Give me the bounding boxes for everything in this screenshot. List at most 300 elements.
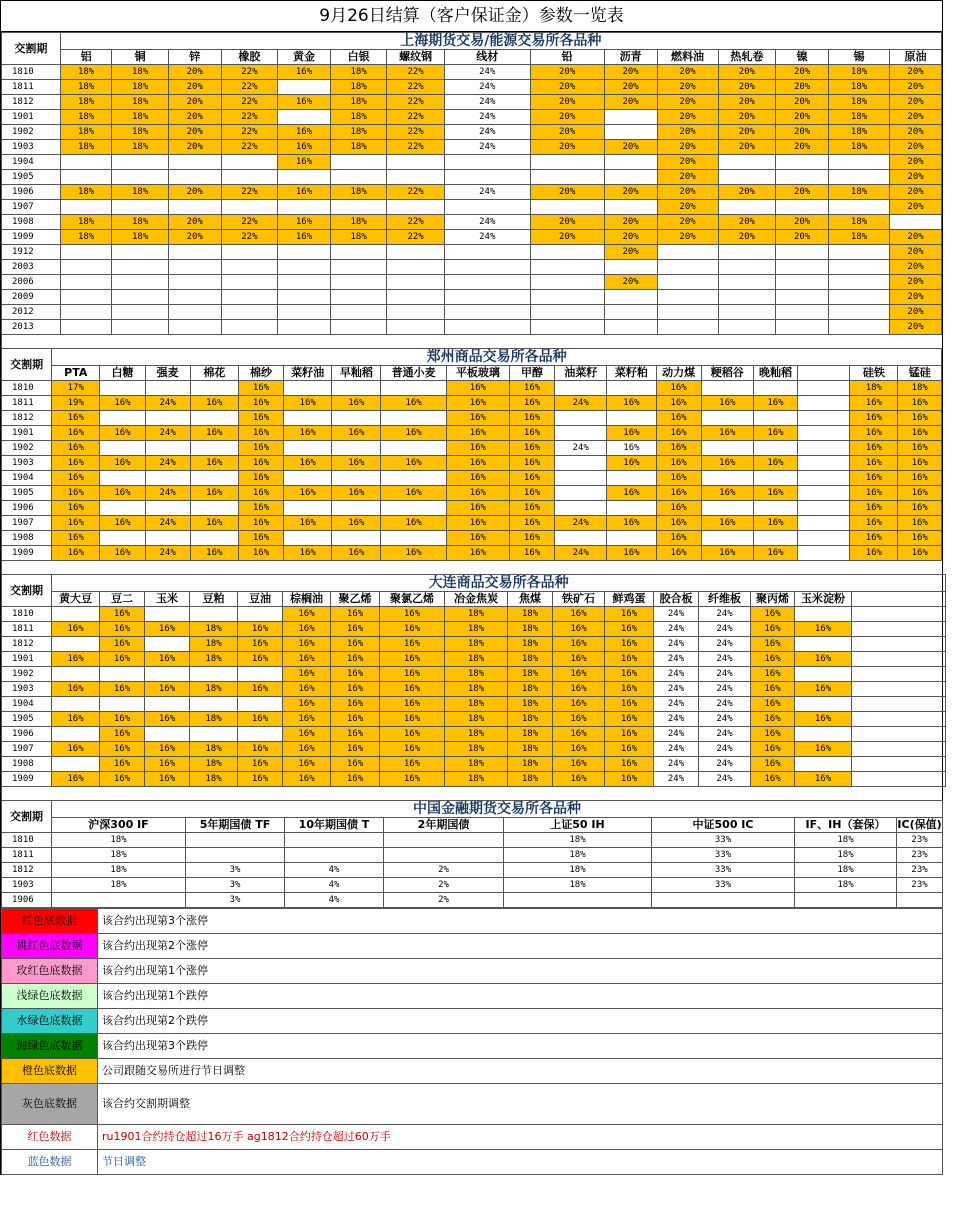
margin-cell: 16% (283, 622, 331, 637)
margin-cell: 16% (190, 426, 238, 441)
margin-cell: 16% (898, 501, 942, 516)
margin-cell: 16% (52, 682, 100, 697)
margin-cell: 16% (605, 757, 654, 772)
margin-cell: 20% (718, 215, 776, 230)
margin-cell: 16% (850, 411, 898, 426)
delivery-month: 1902 (2, 125, 61, 140)
margin-cell: 16% (553, 622, 605, 637)
margin-cell: 16% (753, 486, 797, 501)
legend-swatch: 红色数据 (2, 1125, 98, 1150)
margin-cell: 20% (604, 80, 657, 95)
margin-cell: 16% (751, 772, 795, 787)
margin-cell: 16% (553, 667, 605, 682)
margin-cell: 16% (795, 712, 852, 727)
margin-cell (330, 245, 386, 260)
margin-cell: 16% (898, 531, 942, 546)
margin-cell: 22% (221, 65, 277, 80)
legend-swatch: 海绿色底数据 (2, 1034, 98, 1059)
legend-row (2, 1059, 943, 1084)
margin-cell (798, 441, 850, 456)
margin-cell (381, 381, 446, 396)
margin-cell: 24% (699, 622, 751, 637)
legend-row (2, 1084, 943, 1125)
margin-cell: 18% (508, 772, 553, 787)
margin-cell: 16% (605, 622, 654, 637)
margin-cell (190, 501, 238, 516)
category-cell: 冶金焦炭 (445, 592, 508, 607)
margin-cell: 20% (168, 140, 221, 155)
margin-cell (278, 245, 331, 260)
margin-cell: 20% (604, 95, 657, 110)
margin-cell: 20% (530, 215, 604, 230)
spacer-row (2, 335, 942, 349)
margin-cell (776, 305, 829, 320)
legend-row (2, 959, 943, 984)
margin-cell (829, 275, 890, 290)
margin-cell: 18% (508, 742, 553, 757)
row-header-label: 交割期 (2, 801, 52, 833)
margin-cell: 23% (897, 863, 943, 878)
margin-cell (60, 305, 112, 320)
table-row (2, 456, 942, 471)
margin-cell: 18% (508, 667, 553, 682)
category-cell: 上证50 IH (504, 818, 652, 833)
margin-cell: 18% (112, 230, 168, 245)
margin-cell (190, 471, 238, 486)
financial-table (1, 787, 943, 908)
row-header-label: 交割期 (2, 349, 52, 381)
margin-cell (604, 170, 657, 185)
margin-cell: 18% (850, 381, 898, 396)
margin-cell: 24% (444, 185, 530, 200)
margin-cell (753, 501, 797, 516)
margin-cell (52, 637, 100, 652)
margin-cell (604, 305, 657, 320)
margin-cell (530, 245, 604, 260)
margin-cell: 18% (504, 848, 652, 863)
margin-cell: 16% (753, 456, 797, 471)
margin-cell: 16% (100, 712, 145, 727)
margin-cell: 16% (238, 652, 283, 667)
margin-cell: 16% (380, 667, 445, 682)
margin-cell: 18% (60, 215, 112, 230)
table-row (2, 622, 946, 637)
margin-cell (829, 245, 890, 260)
margin-cell: 18% (445, 682, 508, 697)
margin-cell: 16% (898, 456, 942, 471)
margin-cell (795, 757, 852, 772)
exchange-name: 大连商品交易所各品种 (52, 575, 946, 592)
margin-cell: 18% (508, 637, 553, 652)
margin-cell (444, 320, 530, 335)
margin-cell: 24% (654, 697, 699, 712)
margin-cell: 16% (607, 516, 656, 531)
margin-cell: 16% (238, 441, 283, 456)
category-cell: 锌 (168, 50, 221, 65)
margin-cell: 23% (897, 848, 943, 863)
category-row (2, 366, 942, 381)
delivery-month: 1908 (2, 757, 52, 772)
margin-cell: 16% (238, 501, 283, 516)
margin-cell (604, 125, 657, 140)
margin-cell (795, 697, 852, 712)
spacer-cell (2, 335, 942, 349)
table-row (2, 682, 946, 697)
margin-cell (52, 757, 100, 772)
margin-cell: 24% (654, 652, 699, 667)
margin-cell (829, 170, 890, 185)
margin-cell: 24% (654, 607, 699, 622)
margin-cell: 16% (278, 95, 331, 110)
margin-cell: 16% (553, 637, 605, 652)
margin-cell: 16% (52, 501, 100, 516)
margin-cell (168, 170, 221, 185)
delivery-month: 1811 (2, 80, 61, 95)
exchange-name: 上海期货交易/能源交易所各品种 (60, 33, 941, 50)
margin-cell (60, 155, 112, 170)
table-row (2, 546, 942, 561)
margin-cell: 16% (100, 426, 145, 441)
margin-cell: 24% (654, 772, 699, 787)
margin-cell: 18% (829, 95, 890, 110)
margin-cell (718, 275, 776, 290)
category-cell: 油菜籽 (555, 366, 607, 381)
margin-cell: 16% (100, 622, 145, 637)
margin-cell (381, 501, 446, 516)
margin-cell: 16% (332, 426, 381, 441)
margin-cell: 18% (190, 757, 238, 772)
margin-cell: 16% (100, 516, 145, 531)
delivery-month: 1810 (2, 381, 52, 396)
margin-cell (798, 546, 850, 561)
category-cell: 平板玻璃 (446, 366, 509, 381)
legend-row (2, 1009, 943, 1034)
margin-cell: 20% (530, 95, 604, 110)
category-cell: 菜籽油 (284, 366, 332, 381)
margin-cell: 18% (829, 140, 890, 155)
margin-cell: 16% (751, 622, 795, 637)
financial-section (1, 787, 942, 908)
margin-cell: 16% (283, 637, 331, 652)
category-cell: 豆二 (100, 592, 145, 607)
margin-cell: 16% (238, 546, 283, 561)
margin-cell: 20% (530, 140, 604, 155)
margin-cell: 16% (701, 396, 753, 411)
margin-cell: 16% (331, 607, 380, 622)
margin-cell: 16% (446, 441, 509, 456)
margin-cell: 20% (776, 95, 829, 110)
margin-cell: 16% (52, 411, 100, 426)
margin-cell: 16% (795, 772, 852, 787)
margin-cell: 16% (190, 546, 238, 561)
margin-cell: 18% (829, 80, 890, 95)
margin-cell: 16% (238, 757, 283, 772)
margin-cell: 20% (657, 155, 718, 170)
margin-cell: 16% (100, 637, 145, 652)
margin-cell: 22% (221, 80, 277, 95)
delivery-month: 1903 (2, 682, 52, 697)
legend-description: 该合约交割期调整 (98, 1084, 943, 1125)
margin-cell: 16% (52, 441, 100, 456)
margin-cell (112, 170, 168, 185)
margin-cell: 22% (387, 230, 445, 245)
margin-cell (530, 290, 604, 305)
category-cell: 铝 (60, 50, 112, 65)
margin-cell: 16% (656, 426, 701, 441)
margin-cell: 24% (145, 426, 190, 441)
margin-cell: 18% (60, 65, 112, 80)
delivery-month: 1811 (2, 622, 52, 637)
margin-cell: 24% (555, 396, 607, 411)
margin-cell: 18% (445, 742, 508, 757)
category-cell: 热轧卷 (718, 50, 776, 65)
delivery-month: 1901 (2, 426, 52, 441)
margin-cell (190, 441, 238, 456)
margin-cell (657, 245, 718, 260)
margin-cell: 16% (52, 546, 100, 561)
delivery-month: 1811 (2, 396, 52, 411)
legend-swatch: 灰色底数据 (2, 1084, 98, 1125)
margin-cell (604, 155, 657, 170)
margin-cell: 24% (145, 486, 190, 501)
margin-cell (52, 697, 100, 712)
table-row (2, 516, 942, 531)
margin-cell: 16% (701, 546, 753, 561)
margin-cell: 24% (699, 742, 751, 757)
margin-cell: 16% (656, 501, 701, 516)
category-cell: 豆粕 (190, 592, 238, 607)
margin-cell (387, 290, 445, 305)
margin-cell: 16% (52, 772, 100, 787)
margin-cell: 24% (555, 441, 607, 456)
category-cell: 2年期国债 (384, 818, 504, 833)
margin-cell (718, 170, 776, 185)
margin-cell: 16% (553, 742, 605, 757)
margin-cell: 16% (553, 727, 605, 742)
margin-cell: 20% (890, 320, 942, 335)
margin-cell (852, 697, 946, 712)
margin-cell (444, 245, 530, 260)
delivery-month: 1906 (2, 185, 61, 200)
category-cell: 锡 (829, 50, 890, 65)
margin-cell: 16% (605, 667, 654, 682)
legend-description: ru1901合约持仓超过16万手 ag1812合约持仓超过60万手 (98, 1125, 943, 1150)
margin-cell (238, 607, 283, 622)
margin-cell: 20% (718, 95, 776, 110)
margin-cell (530, 200, 604, 215)
category-cell: 晚籼稻 (753, 366, 797, 381)
margin-cell: 16% (553, 772, 605, 787)
margin-cell: 20% (890, 200, 942, 215)
margin-cell: 20% (168, 125, 221, 140)
margin-cell: 18% (330, 65, 386, 80)
margin-cell: 16% (850, 471, 898, 486)
margin-cell (607, 501, 656, 516)
margin-cell: 16% (753, 546, 797, 561)
margin-cell (52, 667, 100, 682)
margin-cell (190, 381, 238, 396)
margin-cell: 16% (509, 396, 554, 411)
margin-cell: 24% (699, 712, 751, 727)
margin-cell: 20% (890, 290, 942, 305)
margin-cell (284, 381, 332, 396)
margin-cell: 16% (100, 546, 145, 561)
margin-cell (168, 200, 221, 215)
margin-cell: 20% (168, 230, 221, 245)
margin-cell (60, 245, 112, 260)
margin-cell: 20% (718, 125, 776, 140)
margin-cell: 20% (168, 185, 221, 200)
margin-cell: 16% (381, 456, 446, 471)
legend-row (2, 909, 943, 934)
margin-cell: 22% (221, 110, 277, 125)
margin-cell: 18% (795, 863, 897, 878)
margin-cell (798, 456, 850, 471)
margin-cell (278, 320, 331, 335)
margin-cell: 16% (656, 381, 701, 396)
margin-cell: 18% (330, 80, 386, 95)
margin-cell: 16% (607, 546, 656, 561)
margin-cell: 16% (52, 531, 100, 546)
margin-cell (332, 411, 381, 426)
legend-swatch: 浅绿色底数据 (2, 984, 98, 1009)
margin-cell: 16% (553, 757, 605, 772)
margin-cell (530, 305, 604, 320)
category-cell: 动力煤 (656, 366, 701, 381)
margin-cell: 16% (381, 486, 446, 501)
delivery-month: 1901 (2, 110, 61, 125)
margin-cell (284, 531, 332, 546)
margin-cell (381, 411, 446, 426)
margin-cell (190, 411, 238, 426)
margin-cell: 18% (829, 110, 890, 125)
margin-cell: 16% (278, 125, 331, 140)
margin-cell (718, 260, 776, 275)
margin-cell: 16% (898, 471, 942, 486)
margin-cell: 16% (283, 652, 331, 667)
margin-cell: 16% (850, 546, 898, 561)
margin-cell (897, 893, 943, 908)
margin-cell: 20% (890, 245, 942, 260)
margin-cell (798, 501, 850, 516)
margin-cell: 19% (52, 396, 100, 411)
margin-cell: 18% (504, 878, 652, 893)
table-row (2, 848, 943, 863)
margin-cell (112, 290, 168, 305)
margin-cell (60, 320, 112, 335)
margin-cell (718, 200, 776, 215)
table-row (2, 697, 946, 712)
exchange-name: 中国金融期货交易所各品种 (52, 801, 943, 818)
delivery-month: 1904 (2, 471, 52, 486)
margin-cell (100, 667, 145, 682)
margin-cell: 16% (656, 516, 701, 531)
delivery-month: 1908 (2, 531, 52, 546)
margin-cell: 16% (100, 456, 145, 471)
margin-cell (332, 471, 381, 486)
sections-container (1, 32, 942, 787)
legend-row (2, 1150, 943, 1175)
margin-cell (776, 275, 829, 290)
category-cell: 鲜鸡蛋 (605, 592, 654, 607)
margin-cell: 16% (100, 486, 145, 501)
margin-cell: 16% (751, 607, 795, 622)
margin-cell (145, 411, 190, 426)
margin-cell: 16% (509, 456, 554, 471)
spacer-cell (2, 561, 946, 575)
margin-cell: 16% (332, 516, 381, 531)
margin-cell (190, 531, 238, 546)
margin-cell: 20% (718, 80, 776, 95)
margin-cell: 18% (60, 125, 112, 140)
spacer-row (2, 561, 946, 575)
margin-cell (221, 320, 277, 335)
margin-cell (278, 260, 331, 275)
margin-cell (112, 155, 168, 170)
table-row (2, 110, 942, 125)
table-row (2, 531, 942, 546)
margin-cell: 16% (656, 441, 701, 456)
delivery-month: 1908 (2, 215, 61, 230)
margin-cell: 16% (656, 471, 701, 486)
margin-cell: 3% (186, 893, 285, 908)
margin-cell (444, 260, 530, 275)
margin-cell: 16% (381, 426, 446, 441)
table-row (2, 320, 942, 335)
category-cell: 棉花 (190, 366, 238, 381)
margin-cell: 16% (278, 185, 331, 200)
delivery-month: 2003 (2, 260, 61, 275)
margin-cell (284, 471, 332, 486)
margin-cell: 18% (330, 185, 386, 200)
margin-cell: 18% (112, 80, 168, 95)
delivery-month: 1903 (2, 878, 52, 893)
margin-cell: 18% (190, 742, 238, 757)
margin-cell (852, 682, 946, 697)
margin-cell: 20% (776, 125, 829, 140)
category-cell: IC(保值) (897, 818, 942, 831)
margin-cell: 20% (168, 95, 221, 110)
delivery-month: 1903 (2, 140, 61, 155)
legend-section (1, 908, 942, 1175)
margin-cell: 24% (444, 125, 530, 140)
margin-cell: 16% (278, 65, 331, 80)
margin-cell: 18% (795, 833, 897, 848)
margin-cell (795, 637, 852, 652)
margin-cell: 16% (751, 682, 795, 697)
legend-description: 该合约出现第3个跌停 (98, 1034, 943, 1059)
margin-cell: 16% (751, 712, 795, 727)
margin-cell (278, 110, 331, 125)
margin-cell: 16% (446, 531, 509, 546)
margin-cell: 20% (890, 65, 942, 80)
category-cell (798, 366, 850, 381)
margin-cell: 16% (238, 682, 283, 697)
category-cell: 铜 (112, 50, 168, 65)
legend-description: 该合约出现第1个跌停 (98, 984, 943, 1009)
category-cell: 粳稻谷 (701, 366, 753, 381)
margin-cell: 24% (699, 772, 751, 787)
margin-cell (384, 848, 504, 863)
delivery-month: 1902 (2, 667, 52, 682)
margin-cell (145, 471, 190, 486)
margin-cell: 16% (278, 230, 331, 245)
exchange-table (1, 561, 946, 787)
margin-cell: 18% (190, 652, 238, 667)
margin-cell: 18% (445, 712, 508, 727)
margin-cell (701, 411, 753, 426)
margin-cell (852, 772, 946, 787)
